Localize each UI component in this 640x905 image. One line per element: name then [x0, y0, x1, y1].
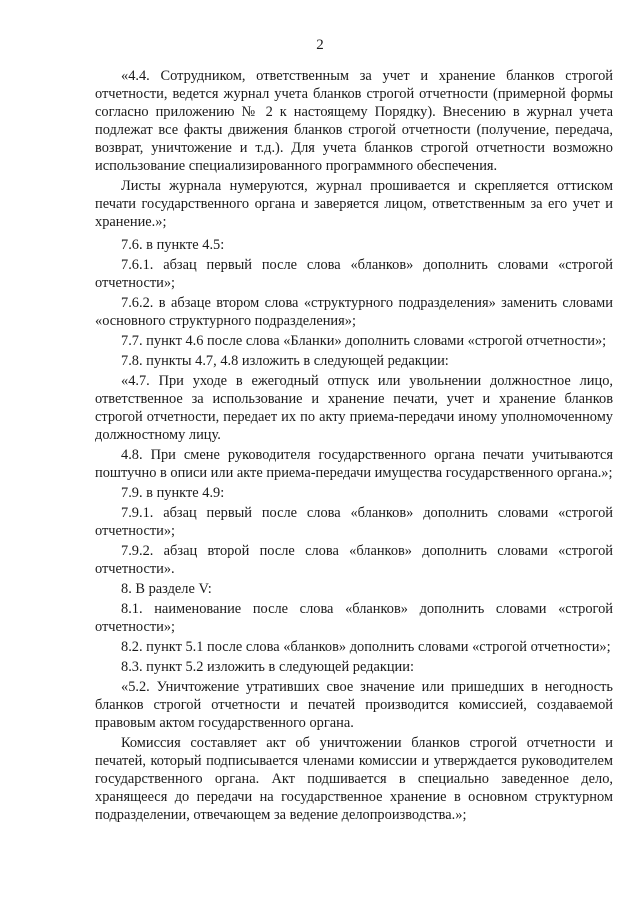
- paragraph-7-7: 7.7. пункт 4.6 после слова «Бланки» дополнить словами «строгой отчетности»;: [121, 333, 607, 349]
- paragraph-7-6-2: 7.6.2. в абзаце втором слова «структурного подразделения» заменить словами «основного структурного подразделения»;: [95, 295, 613, 329]
- paragraph-journal-sheets: Листы журнала нумеруются, журнал прошивается и скрепляется оттиском печати государственного органа и заверяется лицом, ответственным за его учет и хранение.»;: [95, 178, 613, 230]
- paragraph-8-1: 8.1. наименование после слова «бланков» дополнить словами «строгой отчетности»;: [95, 601, 613, 635]
- paragraph-4-7: «4.7. При уходе в ежегодный отпуск или увольнении должностное лицо, ответственное за использование и хранение печати, учет и хранение бланков строгой отчетности, передает их по акту приема-передачи иному уполномоченному должностному лицу.: [95, 373, 613, 443]
- document-body: [95, 67, 613, 824]
- paragraph-7-9-2: 7.9.2. абзац второй после слова «бланков» дополнить словами «строгой отчетности».: [95, 543, 613, 577]
- page-number: 2: [316, 37, 324, 53]
- paragraph-4-4: «4.4. Сотрудником, ответственным за учет и хранение бланков строгой отчетности, ведется журнал учета бланков строгой отчетности (примерной формы согласно приложению № 2 к настоящему Порядку). Внесению в журнал учета подлежат все факты движения бланков строгой отчетности (получение, передача, возврат, уничтожение и т.д.). Для учета бланков строгой отчетности возможно использование специализированного программного обеспечения.: [95, 68, 613, 174]
- paragraph-8-2: 8.2. пункт 5.1 после слова «бланков» дополнить словами «строгой отчетности»;: [121, 639, 611, 655]
- paragraph-section-v: 8. В разделе V:: [121, 581, 212, 597]
- paragraph-5-2: «5.2. Уничтожение утративших свое значение или пришедших в негодность бланков строгой отчетности и печатей производится комиссией, создаваемой правовым актом государственного органа.: [95, 679, 613, 731]
- paragraph-7-9-1: 7.9.1. абзац первый после слова «бланков» дополнить словами «строгой отчетности»;: [95, 505, 613, 539]
- paragraph-7-6-1: 7.6.1. абзац первый после слова «бланков» дополнить словами «строгой отчетности»;: [95, 257, 613, 291]
- paragraph-4-8: 4.8. При смене руководителя государственного органа печати учитываются поштучно в описи или акте приема-передачи имущества государственного органа.»;: [95, 447, 613, 481]
- paragraph-commission-act: Комиссия составляет акт об уничтожении бланков строгой отчетности и печатей, который подписывается членами комиссии и утверждается руководителем государственного органа. Акт подшивается в специально заведенное дело, хранящееся до передачи на государственное хранение в основном структурном подразделении, отвечающем за ведение делопроизводства.»;: [95, 735, 613, 823]
- paragraph-7-6: 7.6. в пункте 4.5:: [121, 237, 225, 253]
- paragraph-8-3: 8.3. пункт 5.2 изложить в следующей редакции:: [121, 659, 414, 675]
- paragraph-7-9: 7.9. в пункте 4.9:: [121, 485, 225, 501]
- paragraph-7-8: 7.8. пункты 4.7, 4.8 изложить в следующей редакции:: [121, 353, 449, 369]
